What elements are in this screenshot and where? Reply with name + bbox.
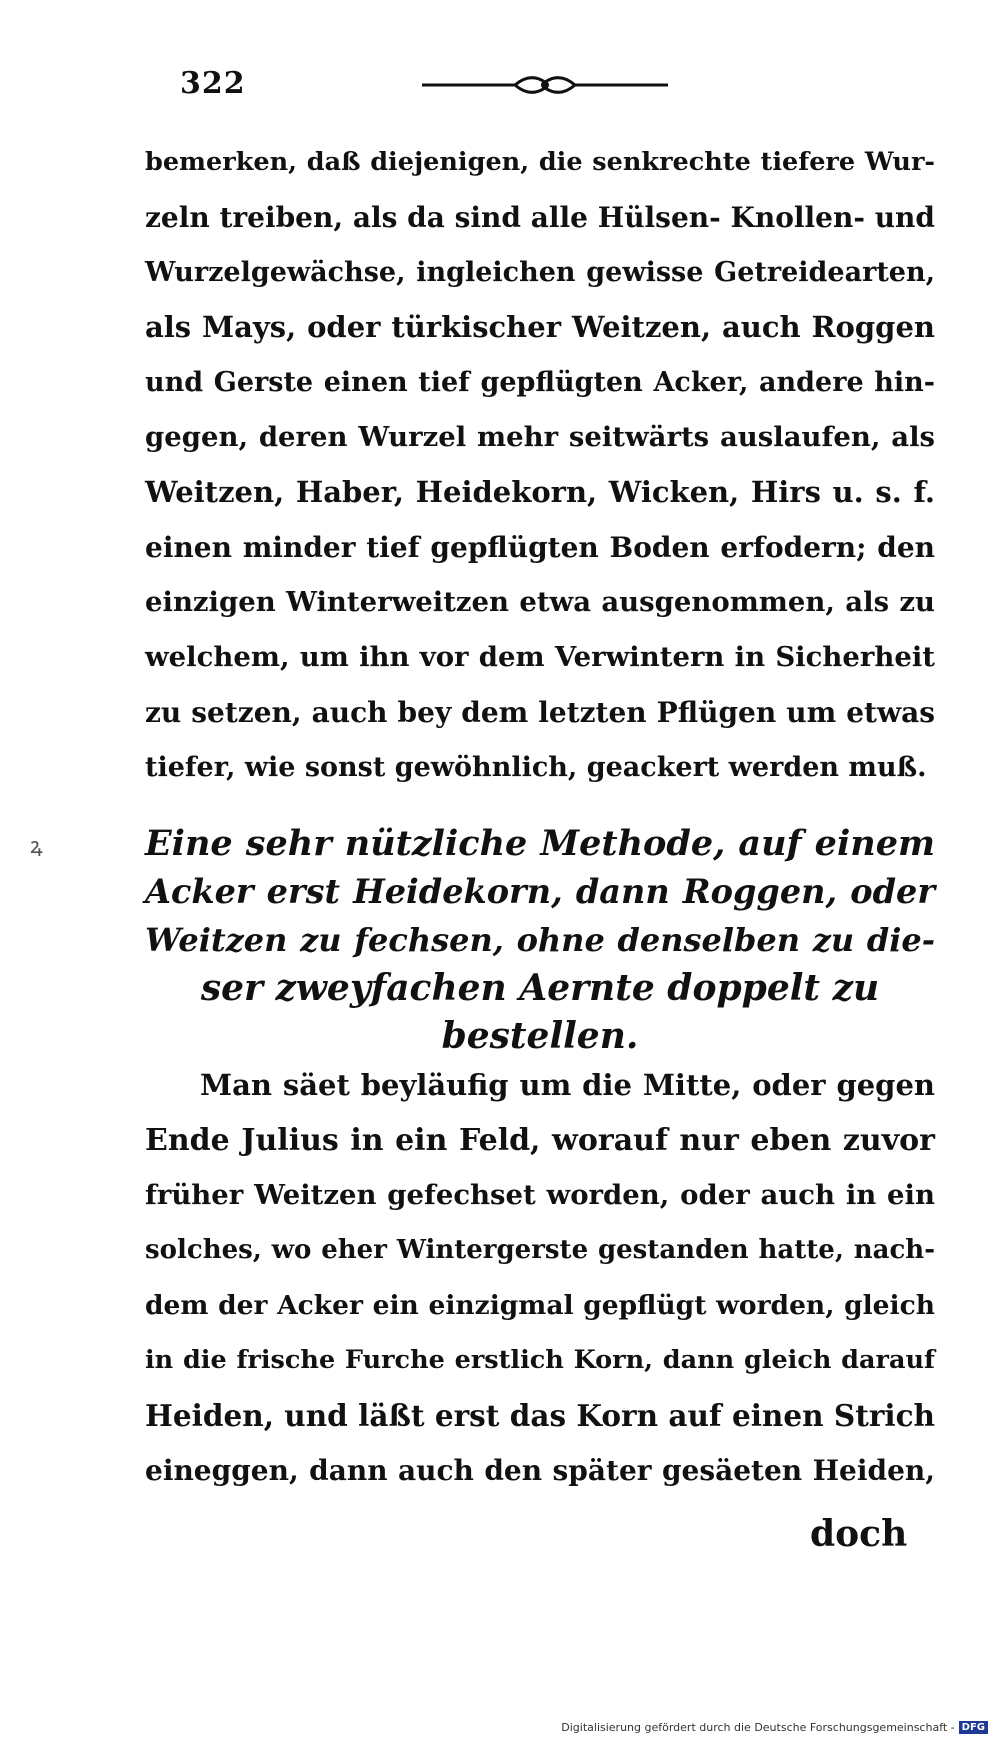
paragraph-1 [145, 135, 935, 795]
heading-line: bestellen. [441, 1015, 639, 1057]
heading-line: ser zweyfachen Aernte doppelt zu [200, 967, 880, 1009]
ornament-divider-icon [420, 70, 670, 100]
section-heading [145, 820, 935, 1060]
text-line: als Mays, oder türkischer Weitzen, auch Roggen [145, 310, 935, 344]
text-line: Heiden, und läßt erst das Korn auf einen Strich [145, 1398, 935, 1433]
text-line: gegen, deren Wurzel mehr seitwärts auslaufen, als [145, 421, 935, 453]
text-line: zu setzen, auch bey dem letzten Pflügen um etwas [145, 696, 935, 729]
text-line: einen minder tief gepflügten Boden erfodern; den [145, 531, 935, 564]
text-line: dem der Acker ein einzigmal gepflügt worden, gleich [145, 1290, 935, 1321]
paragraph-2 [145, 1058, 935, 1498]
margin-mark: ꝝ [30, 834, 43, 859]
text-line: Man säet beyläufig um die Mitte, oder gegen [200, 1068, 935, 1102]
footer-text: Digitalisierung gefördert durch die Deutsche Forschungsgemeinschaft - [561, 1721, 955, 1734]
heading-line: Eine sehr nützliche Methode, auf einem [145, 823, 935, 864]
heading-line: Acker erst Heidekorn, dann Roggen, oder [145, 872, 935, 911]
text-line: Weitzen, Haber, Heidekorn, Wicken, Hirs u. s. f. [145, 475, 935, 509]
text-line: früher Weitzen gefechset worden, oder auch in ein [145, 1179, 935, 1211]
dfg-logo-icon: DFG [959, 1721, 988, 1734]
heading-line: Weitzen zu fechsen, ohne denselben zu die- [145, 921, 935, 959]
catchword: doch [810, 1513, 908, 1555]
text-line: und Gerste einen tief gepflügten Acker, andere hin- [145, 367, 935, 398]
digitization-footer [561, 1721, 988, 1734]
text-line: in die frische Furche erstlich Korn, dann gleich darauf [145, 1345, 935, 1375]
text-line: Ende Julius in ein Feld, worauf nur eben zuvor [145, 1123, 935, 1158]
text-line: bemerken, daß diejenigen, die senkrechte tiefere Wur- [145, 147, 935, 177]
page-number: 322 [180, 66, 246, 101]
text-line: zeln treiben, als da sind alle Hülsen- Knollen- und [145, 201, 935, 234]
text-line: solches, wo eher Wintergerste gestanden hatte, nach- [145, 1235, 935, 1265]
text-line: welchem, um ihn vor dem Verwintern in Sicherheit [145, 641, 935, 673]
text-line: Wurzelgewächse, ingleichen gewisse Getreidearten, [145, 257, 935, 288]
text-line: tiefer, wie sonst gewöhnlich, geackert werden muß. [145, 752, 927, 783]
text-line: eineggen, dann auch den später gesäeten Heiden, [145, 1454, 935, 1487]
text-line: einzigen Winterweitzen etwa ausgenommen, als zu [145, 586, 935, 618]
